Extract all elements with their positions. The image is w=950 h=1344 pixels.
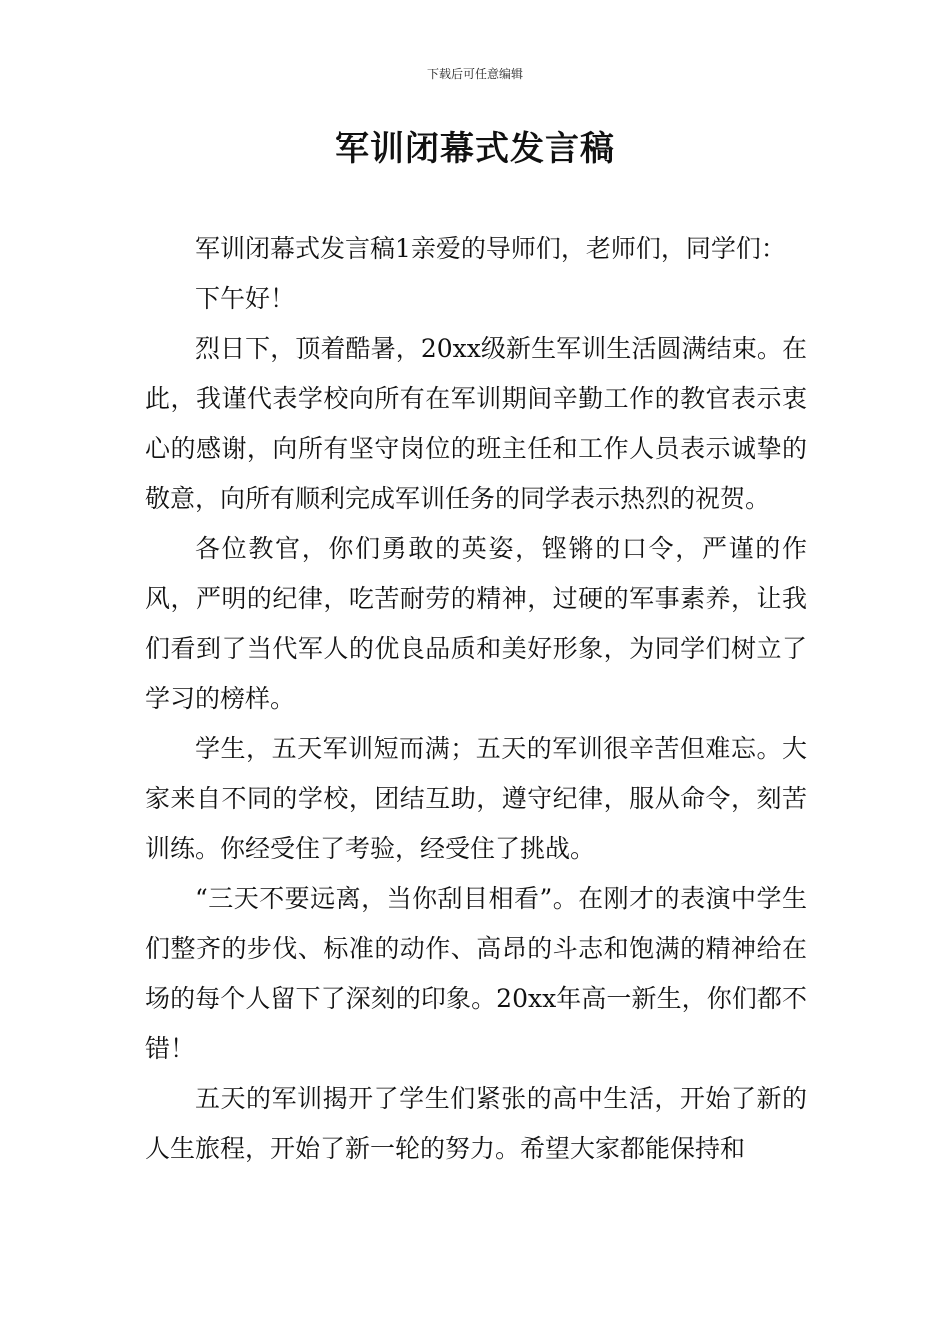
paragraph-new-journey: 五天的军训揭开了学生们紧张的高中生活，开始了新的人生旅程，开始了新一轮的努力。希望大家都能保持和 — [145, 1084, 807, 1163]
paragraph-greeting: 军训闭幕式发言稿1亲爱的导师们，老师们，同学们： — [195, 234, 786, 263]
document-body — [145, 224, 807, 1174]
paragraph-performance: “三天不要远离，当你刮目相看”。在刚才的表演中学生们整齐的步伐、标准的动作、高昂的斗志和饱满的精神给在场的每个人留下了深刻的印象。20xx年高一新生，你们都不错！ — [145, 884, 807, 1063]
paragraph-thanks: 烈日下，顶着酷暑，20xx级新生军训生活圆满结束。在此，我谨代表学校向所有在军训期间辛勤工作的教官表示衷心的感谢，向所有坚守岗位的班主任和工作人员表示诚挚的敬意，向所有顺利完成军训任务的同学表示热烈的祝贺。 — [145, 334, 807, 513]
paragraph-good-afternoon: 下午好！ — [195, 284, 296, 313]
document-title: 军训闭幕式发言稿 — [335, 129, 615, 169]
paragraph-instructors: 各位教官，你们勇敢的英姿，铿锵的口令，严谨的作风，严明的纪律，吃苦耐劳的精神，过硬的军事素养，让我们看到了当代军人的优良品质和美好形象，为同学们树立了学习的榜样。 — [145, 534, 807, 713]
paragraph-students: 学生，五天军训短而满；五天的军训很辛苦但难忘。大家来自不同的学校，团结互助，遵守纪律，服从命令，刻苦训练。你经受住了考验，经受住了挑战。 — [145, 734, 807, 863]
header-note: 下载后可任意编辑 — [426, 67, 523, 81]
